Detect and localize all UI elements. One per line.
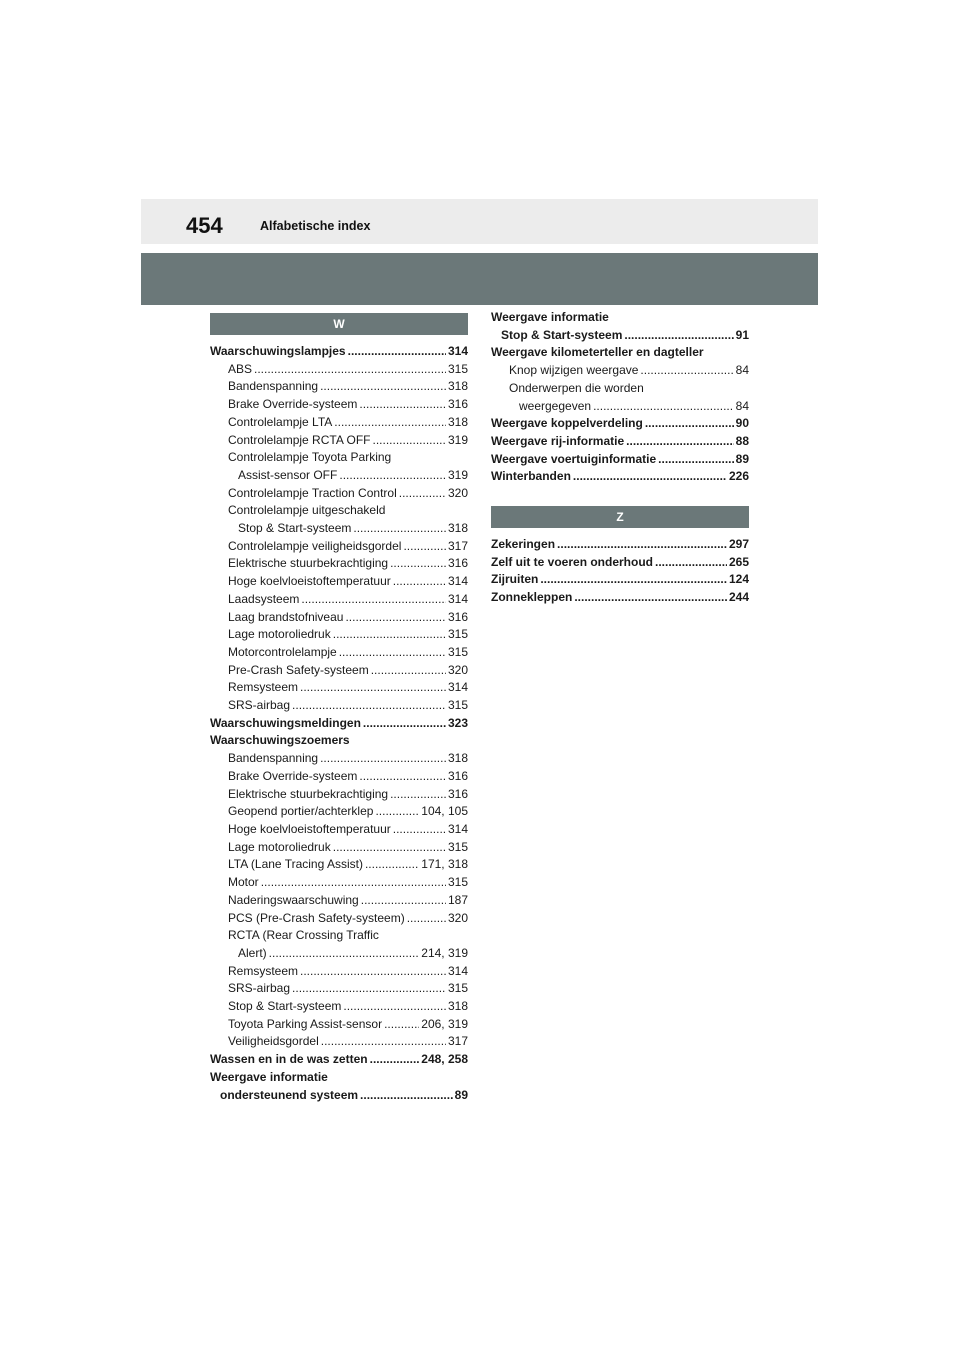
dot-leader [339, 467, 446, 485]
dot-leader [640, 362, 733, 380]
index-entry [491, 589, 749, 607]
index-entry-label: Zijruiten [491, 572, 539, 587]
index-entry [210, 520, 468, 538]
index-entry-label: Veiligheidsgordel [228, 1034, 319, 1049]
index-entry-label: Brake Override-systeem [228, 768, 358, 783]
index-entry-page: 314 [447, 574, 468, 589]
index-entry [210, 644, 468, 662]
index-entry [210, 697, 468, 715]
index-entry [491, 327, 749, 345]
index-entry-page: 318 [447, 751, 468, 766]
dot-leader [359, 396, 446, 414]
index-entry [210, 803, 468, 821]
index-entry-page: 316 [447, 609, 468, 624]
index-entry-label: Remsysteem [228, 963, 299, 978]
index-entry-label: Hoge koelvloeistoftemperatuur [228, 821, 391, 836]
index-entry-page: 314 [447, 680, 468, 695]
index-entry-label: Lage motoroliedruk [228, 627, 331, 642]
dot-leader [393, 821, 446, 839]
index-entry [210, 839, 468, 857]
index-entry [491, 571, 749, 589]
index-entry [210, 538, 468, 556]
dot-leader [372, 432, 445, 450]
dot-leader [593, 398, 734, 416]
index-entry-label: ondersteunend systeem [220, 1087, 359, 1102]
index-entry [210, 1051, 468, 1069]
index-entry-page: 265 [728, 554, 749, 569]
index-entry [210, 945, 468, 963]
index-entry [210, 467, 468, 485]
index-entry-page: 90 [735, 416, 749, 431]
dot-leader [361, 892, 446, 910]
dot-leader [300, 963, 446, 981]
index-entry-label: Controlelampje RCTA OFF [228, 432, 371, 447]
index-entry [210, 485, 468, 503]
letter-heading-w: W [210, 313, 468, 335]
index-entry [210, 378, 468, 396]
index-entry [491, 554, 749, 572]
index-entry-label: Weergave rij-informatie [491, 433, 625, 448]
index-entry [210, 874, 468, 892]
index-entry [491, 415, 749, 433]
index-entry-page: 318 [447, 521, 468, 536]
index-entry: Weergave kilometerteller en dagteller [491, 345, 704, 360]
dot-leader [393, 573, 446, 591]
dot-leader [573, 468, 727, 486]
index-entry-label: LTA (Lane Tracing Assist) [228, 857, 363, 872]
dot-leader [370, 1051, 420, 1069]
dot-leader [359, 768, 446, 786]
index-entry: Waarschuwingszoemers [210, 733, 350, 748]
index-entry [210, 750, 468, 768]
index-entry [210, 1033, 468, 1051]
index-entry-page: 206, 319 [421, 1016, 468, 1031]
dot-leader [540, 571, 727, 589]
dot-leader [343, 998, 446, 1016]
dot-leader [624, 327, 733, 345]
index-entry: Controlelampje uitgeschakeld [228, 503, 386, 518]
index-entry-page: 315 [447, 981, 468, 996]
index-entry-label: Geopend portier/achterklep [228, 804, 374, 819]
index-entry [210, 343, 468, 361]
index-entry [210, 980, 468, 998]
dot-leader [360, 1087, 453, 1105]
index-entry-label: SRS-airbag [228, 698, 291, 713]
index-entry: Controlelampje Toyota Parking [228, 450, 392, 465]
dot-leader [292, 697, 446, 715]
section-title: Alfabetische index [260, 219, 371, 233]
index-entry-page: 323 [447, 715, 468, 730]
index-entry-list-w-right [491, 309, 749, 486]
index-entry [210, 679, 468, 697]
dot-leader [399, 485, 446, 503]
index-entry-label: Toyota Parking Assist-sensor [228, 1016, 383, 1031]
index-entry-label: Controlelampje LTA [228, 414, 333, 429]
dot-leader [375, 803, 419, 821]
index-entry [210, 432, 468, 450]
index-entry-page: 214, 319 [421, 945, 468, 960]
index-entry [491, 451, 749, 469]
index-entry-label: Bandenspanning [228, 379, 319, 394]
index-entry-page: 315 [447, 698, 468, 713]
index-entry-page: 91 [735, 327, 749, 342]
index-entry-page: 84 [735, 363, 749, 378]
index-entry [210, 892, 468, 910]
index-entry-label: Knop wijzigen weergave [509, 363, 639, 378]
index-entry-label: Bandenspanning [228, 751, 319, 766]
dot-leader [645, 415, 734, 433]
index-entry-page: 226 [728, 469, 749, 484]
index-entry [210, 910, 468, 928]
dot-leader [371, 662, 446, 680]
index-entry: RCTA (Rear Crossing Traffic [228, 928, 379, 943]
index-entry-page: 317 [447, 1034, 468, 1049]
index-entry-list-w-left [210, 343, 468, 1104]
index-entry-label: Elektrische stuurbekrachtiging [228, 556, 389, 571]
dot-leader [334, 414, 446, 432]
index-entry-label: PCS (Pre-Crash Safety-systeem) [228, 910, 405, 925]
dot-leader [254, 361, 446, 379]
index-entry-page: 171, 318 [421, 857, 468, 872]
index-entry-page: 316 [447, 556, 468, 571]
index-entry-page: 316 [447, 768, 468, 783]
index-entry-label: Winterbanden [491, 469, 571, 484]
dot-leader [339, 644, 446, 662]
index-entry-page: 88 [735, 433, 749, 448]
dot-leader [292, 980, 446, 998]
index-entry [210, 768, 468, 786]
index-entry [210, 998, 468, 1016]
index-entry-page: 318 [447, 999, 468, 1014]
dot-leader [301, 591, 446, 609]
index-entry-page: 89 [454, 1087, 468, 1102]
index-entry-label: Laag brandstofniveau [228, 609, 344, 624]
index-entry-page: 318 [447, 379, 468, 394]
index-entry-label: Remsysteem [228, 680, 299, 695]
index-column-left [210, 313, 468, 1104]
index-entry-page: 124 [728, 572, 749, 587]
index-entry [210, 626, 468, 644]
dot-leader [320, 378, 446, 396]
index-entry [210, 963, 468, 981]
dot-leader [365, 856, 419, 874]
index-entry-page: 314 [447, 591, 468, 606]
index-entry [210, 821, 468, 839]
dot-leader [320, 750, 446, 768]
index-entry-page: 320 [447, 910, 468, 925]
index-entry-page: 319 [447, 467, 468, 482]
index-entry [491, 536, 749, 554]
index-entry-page: 319 [447, 432, 468, 447]
index-entry [491, 362, 749, 380]
index-entry-label: weergegeven [519, 398, 592, 413]
dot-leader [390, 555, 446, 573]
index-entry-label: Hoge koelvloeistoftemperatuur [228, 574, 391, 589]
index-entry-list-z [491, 536, 749, 607]
index-entry-page: 104, 105 [421, 804, 468, 819]
index-entry-label: Elektrische stuurbekrachtiging [228, 786, 389, 801]
index-entry-page: 315 [447, 875, 468, 890]
index-column-right [491, 309, 749, 607]
index-entry-page: 315 [447, 644, 468, 659]
index-entry-page: 248, 258 [421, 1052, 468, 1067]
index-entry-label: Wassen en in de was zetten [210, 1052, 368, 1067]
index-entry-label: Motor [228, 875, 259, 890]
index-entry-page: 187 [447, 892, 468, 907]
header-band [141, 253, 818, 305]
index-entry-label: Controlelampje veiligheidsgordel [228, 538, 402, 553]
index-entry-label: Weergave koppelverdeling [491, 416, 643, 431]
dot-leader [390, 786, 446, 804]
index-entry-page: 316 [447, 397, 468, 412]
index-entry-page: 317 [447, 538, 468, 553]
index-entry-label: Zelf uit te voeren onderhoud [491, 554, 654, 569]
index-entry-page: 316 [447, 786, 468, 801]
index-entry [210, 555, 468, 573]
index-entry [491, 468, 749, 486]
dot-leader [403, 538, 446, 556]
index-entry [491, 398, 749, 416]
index-entry-page: 84 [735, 398, 749, 413]
index-entry-page: 320 [447, 485, 468, 500]
dot-leader [407, 910, 446, 928]
index-entry-label: Pre-Crash Safety-systeem [228, 662, 369, 677]
dot-leader [269, 945, 420, 963]
index-entry-label: Waarschuwingslampjes [210, 344, 346, 358]
index-entry-label: Stop & Start-systeem [228, 999, 342, 1014]
dot-leader [333, 626, 446, 644]
index-entry-label: Controlelampje Traction Control [228, 485, 397, 500]
index-entry-page: 297 [728, 537, 749, 552]
index-entry [210, 715, 468, 733]
index-entry [210, 856, 468, 874]
index-entry-page: 320 [447, 662, 468, 677]
dot-leader [574, 589, 727, 607]
index-entry-label: Zekeringen [491, 537, 556, 552]
index-entry [210, 1087, 468, 1105]
index-entry-page: 314 [447, 344, 468, 358]
index-entry-page: 89 [735, 451, 749, 466]
index-entry [210, 573, 468, 591]
index-entry-page: 314 [447, 963, 468, 978]
index-entry [210, 609, 468, 627]
dot-leader [384, 1016, 419, 1034]
dot-leader [655, 554, 727, 572]
letter-heading-z: Z [491, 506, 749, 528]
index-entry-page: 315 [447, 361, 468, 376]
dot-leader [348, 343, 446, 361]
index-entry-label: Waarschuwingsmeldingen [210, 715, 361, 730]
index-entry-label: Stop & Start-systeem [501, 327, 623, 342]
dot-leader [345, 609, 446, 627]
index-entry-label: Lage motoroliedruk [228, 839, 331, 854]
index-entry-page: 314 [447, 821, 468, 836]
index-entry-label: Alert) [238, 945, 267, 960]
dot-leader [353, 520, 446, 538]
dot-leader [321, 1033, 446, 1051]
dot-leader [300, 679, 446, 697]
dot-leader [333, 839, 446, 857]
dot-leader [557, 536, 727, 554]
index-entry [210, 1016, 468, 1034]
index-entry-page: 315 [447, 627, 468, 642]
page-number: 454 [186, 213, 223, 238]
index-entry-label: Weergave voertuiginformatie [491, 451, 657, 466]
index-entry-label: ABS [228, 361, 253, 376]
index-entry-label: Assist-sensor OFF [238, 467, 338, 482]
dot-leader [261, 874, 446, 892]
index-entry [210, 396, 468, 414]
index-entry-page: 244 [728, 590, 749, 605]
index-entry [210, 786, 468, 804]
index-entry [491, 433, 749, 451]
index-entry-label: Laadsysteem [228, 591, 300, 606]
index-entry [210, 662, 468, 680]
index-entry: Weergave informatie [491, 310, 609, 324]
index-entry [210, 591, 468, 609]
index-entry-label: SRS-airbag [228, 981, 291, 996]
index-entry-label: Naderingswaarschuwing [228, 892, 359, 907]
index-entry-label: Motorcontrolelampje [228, 644, 337, 659]
index-entry-label: Brake Override-systeem [228, 397, 358, 412]
index-entry-page: 315 [447, 839, 468, 854]
index-entry-page: 318 [447, 414, 468, 429]
dot-leader [626, 433, 733, 451]
index-entry: Weergave informatie [210, 1069, 328, 1084]
index-entry-label: Zonnekleppen [491, 590, 573, 605]
dot-leader [363, 715, 446, 733]
index-entry [210, 414, 468, 432]
index-entry [210, 361, 468, 379]
header-bar [141, 199, 818, 244]
index-entry: Onderwerpen die worden [509, 380, 644, 395]
index-entry-label: Stop & Start-systeem [238, 521, 352, 536]
dot-leader [658, 451, 733, 469]
